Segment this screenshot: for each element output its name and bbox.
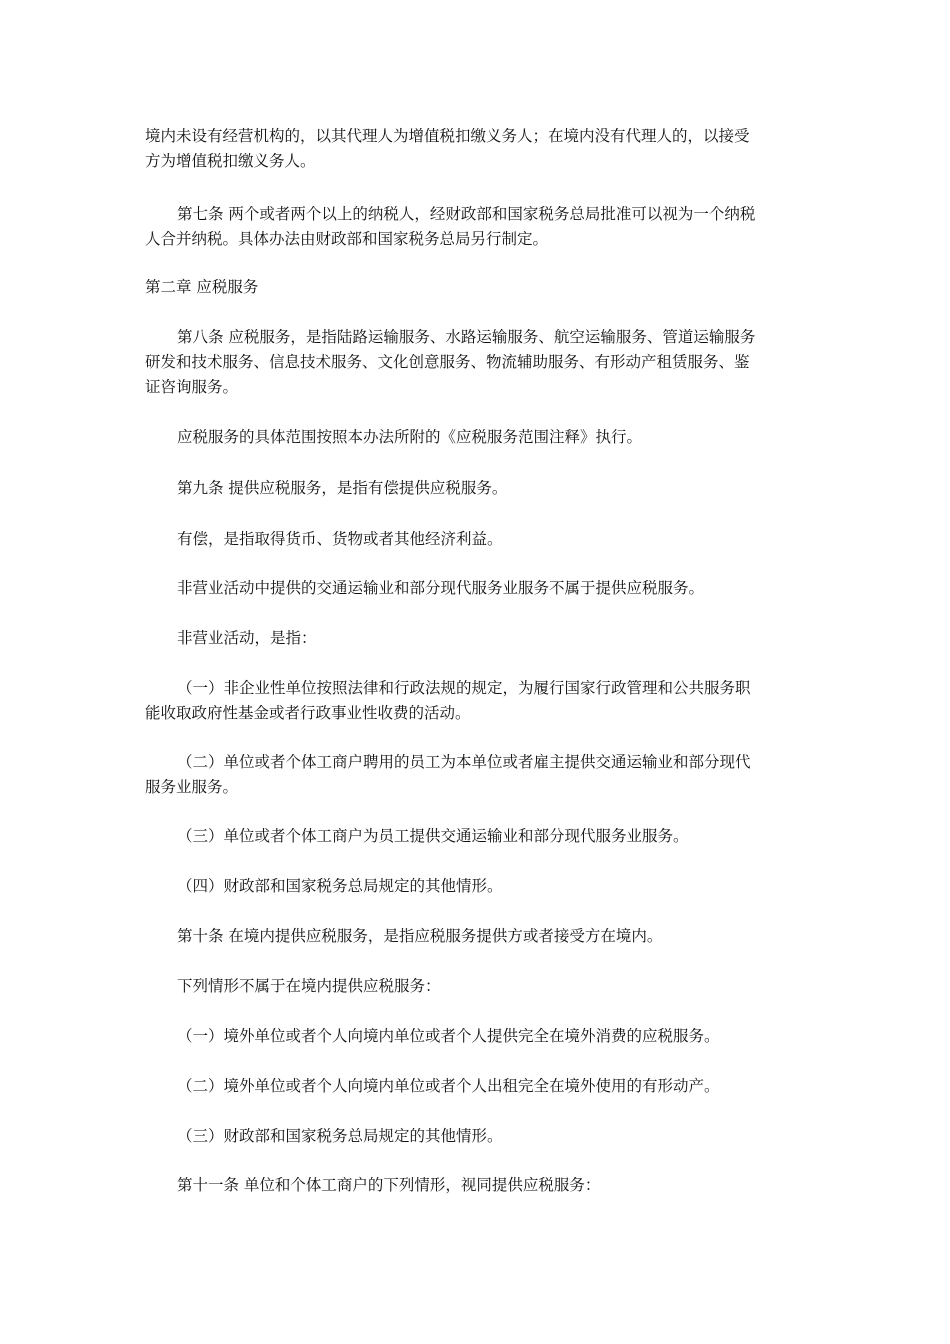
paragraph-article-9 [145, 476, 810, 501]
paragraph-scope-annotation [145, 425, 810, 450]
text-line: 服务业服务。 [145, 778, 239, 796]
list-item-1 [145, 676, 810, 726]
paragraph-article-7 [145, 202, 810, 252]
text-line: （二）境外单位或者个人向境内单位或者个人出租完全在境外使用的有形动产。 [177, 1077, 720, 1095]
text-line: 第八条 应税服务，是指陆路运输服务、水路运输服务、航空运输服务、管道运输服务 [177, 328, 756, 346]
text-line: 第十条 在境内提供应税服务，是指应税服务提供方或者接受方在境内。 [177, 927, 663, 945]
text-line: 第十一条 单位和个体工商户的下列情形，视同提供应税服务： [177, 1176, 601, 1194]
paragraph-article-8 [145, 325, 810, 400]
text-line: （四）财政部和国家税务总局规定的其他情形。 [177, 877, 503, 895]
text-line: 境内未设有经营机构的，以其代理人为增值税扣缴义务人；在境内没有代理人的，以接受 [145, 127, 750, 145]
text-line: 应税服务的具体范围按照本办法所附的《应税服务范围注释》执行。 [177, 428, 643, 446]
paragraph-non-business-exclusion [145, 576, 810, 601]
text-line: （一）非企业性单位按照法律和行政法规的规定，为履行国家行政管理和公共服务职 [177, 679, 751, 697]
text-line: 证咨询服务。 [145, 378, 239, 396]
text-line: （二）单位或者个体工商户聘用的员工为本单位或者雇主提供交通运输业和部分现代 [177, 753, 751, 771]
list-item-4 [145, 874, 810, 899]
paragraph-withholding-agent [145, 124, 810, 174]
text-line: 研发和技术服务、信息技术服务、文化创意服务、物流辅助服务、有形动产租赁服务、鉴 [145, 353, 750, 371]
paragraph-exclusions-intro [145, 974, 810, 999]
text-line: 人合并纳税。具体办法由财政部和国家税务总局另行制定。 [145, 230, 549, 248]
exclusion-item-2 [145, 1074, 810, 1099]
text-line: 有偿，是指取得货币、货物或者其他经济利益。 [177, 530, 503, 548]
text-line: （一）境外单位或者个人向境内单位或者个人提供完全在境外消费的应税服务。 [177, 1027, 720, 1045]
text-line: 能收取政府性基金或者行政事业性收费的活动。 [145, 704, 471, 722]
paragraph-article-11 [145, 1173, 810, 1198]
text-line: （三）单位或者个体工商户为员工提供交通运输业和部分现代服务业服务。 [177, 827, 689, 845]
text-line: 第七条 两个或者两个以上的纳税人，经财政部和国家税务总局批准可以视为一个纳税 [177, 205, 756, 223]
chapter-heading [145, 275, 810, 300]
exclusion-item-1 [145, 1024, 810, 1049]
text-line: （三）财政部和国家税务总局规定的其他情形。 [177, 1127, 503, 1145]
text-line: 方为增值税扣缴义务人。 [145, 152, 316, 170]
paragraph-article-10 [145, 924, 810, 949]
exclusion-item-3 [145, 1124, 810, 1149]
list-item-3 [145, 824, 810, 849]
paragraph-paid-definition [145, 527, 810, 552]
text-line: 第九条 提供应税服务，是指有偿提供应税服务。 [177, 479, 508, 497]
text-line: 非营业活动中提供的交通运输业和部分现代服务业服务不属于提供应税服务。 [177, 579, 705, 597]
text-line: 非营业活动，是指： [177, 629, 317, 647]
text-line: 下列情形不属于在境内提供应税服务： [177, 977, 441, 995]
paragraph-non-business-definition [145, 626, 810, 651]
text-line: 第二章 应税服务 [145, 278, 259, 296]
list-item-2 [145, 750, 810, 800]
